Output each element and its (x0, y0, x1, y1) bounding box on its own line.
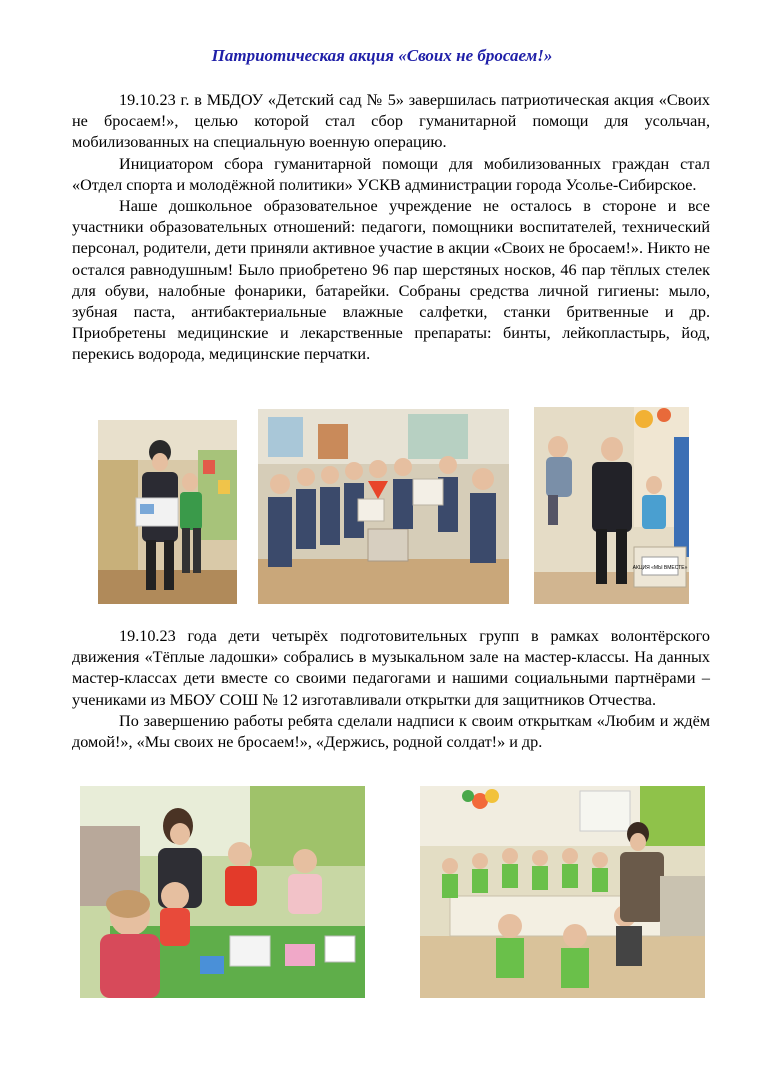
paragraph: Наше дошкольное образовательное учреждение не осталось в стороне и все участники образовательных отношений: педагоги, помощники воспитателей, технический персонал, родители, дети приняли активное участие в акции «Своих не бросаем!». Никто не остался равнодушным! Было приобретено 96 пар шерстяных носков, 46 пар тёплых стелек для обуви, налобные фонарики, батарейки. Собраны средства личной гигиены: мыло, зубная паста, антибактериальные влажные салфетки, станки бритвенные и др. Приобретены медицинские и лекарственные препараты: бинты, лейкопластырь, йод, перекись водорода, медицинские перчатки. (72, 197, 710, 364)
text-block-bottom (72, 626, 710, 753)
paragraph: Инициатором сбора гуманитарной помощи для мобилизованных граждан стал «Отдел спорта и молодёжной политики» УСКВ администрации города Усолье-Сибирское. (72, 154, 710, 194)
photo-children-red-scarves (258, 409, 509, 604)
photo-master-class-table (80, 786, 365, 998)
text-block-top (72, 90, 710, 366)
photo-woman-boy-box (98, 420, 237, 604)
photo-woman-toddler-box (534, 407, 689, 604)
paragraph: 19.10.23 г. в МБДОУ «Детский сад № 5» завершилась патриотическая акция «Своих не бросаем!», целью которой стал сбор гуманитарной помощи для усольчан, мобилизованных на специальную военную операцию. (72, 91, 710, 152)
document-title: Патриотическая акция «Своих не бросаем!» (211, 46, 553, 65)
box-label-text: АКЦИЯ «МЫ ВМЕСТЕ» (632, 565, 688, 571)
photo-classroom-children (420, 786, 705, 998)
paragraph: 19.10.23 года дети четырёх подготовительных групп в рамках волонтёрского движения «Тёплые ладошки» собрались в музыкальном зале на мастер-классы. На данных мастер-классах дети вместе со своими педагогами и нашими социальными партнёрами – учениками из МБОУ СОШ № 12 изготавливали открытки для защитников Отчества. (72, 627, 710, 709)
paragraph: По завершению работы ребята сделали надписи к своим открыткам «Любим и ждём домой!», «Мы своих не бросаем!», «Держись, родной солдат!» и др. (72, 711, 710, 752)
